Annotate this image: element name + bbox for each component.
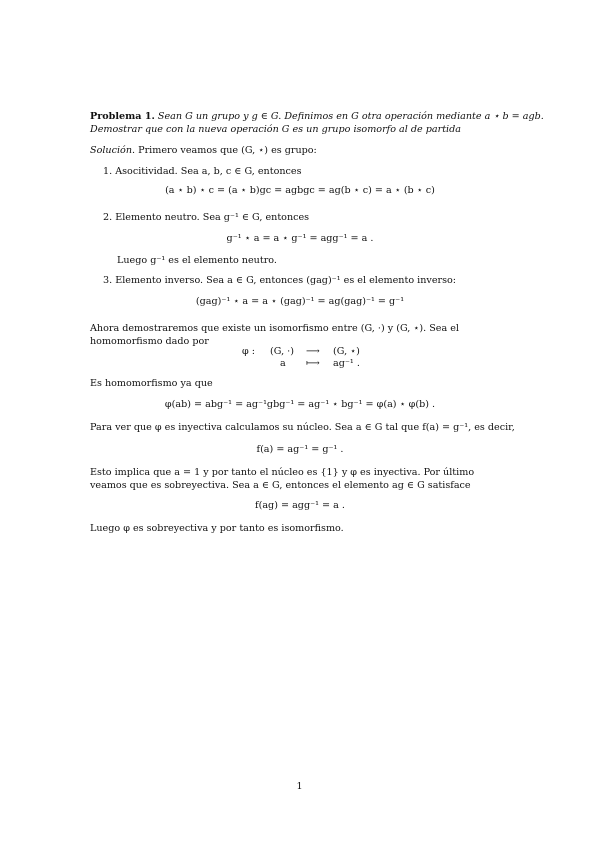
equation-neutral: g⁻¹ ⋆ a = a ⋆ g⁻¹ = agg⁻¹ = a . — [226, 233, 374, 244]
page-number: 1 — [296, 781, 303, 792]
equation-homomorphism: φ(ab) = abg⁻¹ = ag⁻¹gbg⁻¹ = ag⁻¹ ⋆ bg⁻¹ = φ(a) ⋆ φ(b) . — [164, 399, 436, 410]
problem-label: Problema 1. — [90, 111, 155, 122]
item-neutral: 2. Elemento neutro. Sea g⁻¹ ∈ G, entonces — [103, 212, 310, 223]
equation-kernel: f(a) = ag⁻¹ = g⁻¹ . — [256, 444, 344, 455]
map-domain: (G, ·) — [270, 346, 294, 357]
problem-statement-line2: Demostrar que con la nueva operación G es un grupo isomorfo al de partida — [90, 124, 461, 135]
map-image: ag⁻¹ . — [333, 358, 360, 369]
equation-associativity: (a ⋆ b) ⋆ c = (a ⋆ b)gc = agbgc = ag(b ⋆ c) = a ⋆ (b ⋆ c) — [165, 185, 435, 196]
equation-surjective: f(ag) = agg⁻¹ = a . — [255, 500, 345, 511]
map-arrow: ⟶ — [306, 346, 320, 357]
map-codomain: (G, ⋆) — [333, 346, 360, 357]
solution-intro-text: Primero veamos que (G, ⋆) es grupo: — [138, 145, 317, 156]
solution-label: Solución. — [90, 145, 136, 156]
item-inverse: 3. Elemento inverso. Sea a ∈ G, entonces (gag)⁻¹ es el elemento inverso: — [103, 275, 457, 286]
map-mapsto: ⟼ — [306, 358, 320, 369]
map-phi: φ : — [242, 346, 255, 357]
final-conclusion: Luego φ es sobreyectiva y por tanto es isomorfismo. — [90, 523, 344, 534]
equation-inverse: (gag)⁻¹ ⋆ a = a ⋆ (gag)⁻¹ = ag(gag)⁻¹ = g⁻¹ — [195, 296, 405, 307]
problem-statement-line1 — [90, 110, 544, 123]
solution-intro — [90, 144, 510, 157]
neutral-conclusion: Luego g⁻¹ es el elemento neutro. — [117, 255, 277, 266]
item-associativity: 1. Asocitividad. Sea a, b, c ∈ G, entonces — [103, 166, 302, 177]
isomorphism-paragraph: Ahora demostraremos que existe un isomorfismo entre (G, ·) y (G, ⋆). Sea el homomorfismo dado por — [90, 323, 459, 347]
map-element: a — [280, 358, 286, 369]
problem-statement-text: Sean G un grupo y g ∈ G. Definimos en G otra operación mediante a ⋆ b = agb. — [157, 111, 544, 122]
surjectivity-paragraph: Esto implica que a = 1 y por tanto el núcleo es {1} y φ es inyectiva. Por último veamos que es sobreyectiva. Sea a ∈ G, entonces el elemento ag ∈ G satisface — [90, 467, 475, 491]
homomorphism-intro: Es homomorfismo ya que — [90, 378, 213, 389]
injectivity-paragraph: Para ver que φ es inyectiva calculamos su núcleo. Sea a ∈ G tal que f(a) = g⁻¹, es decir, — [90, 422, 515, 433]
